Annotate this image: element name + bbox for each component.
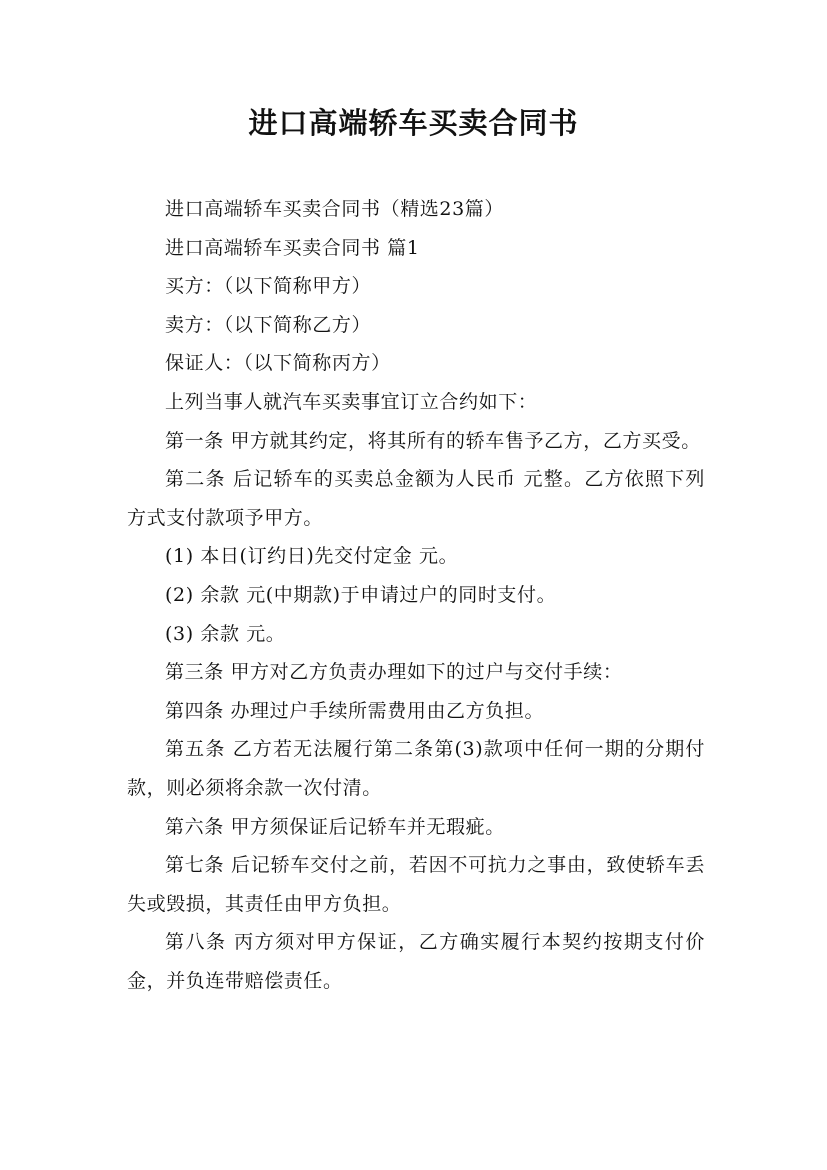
paragraph: 上列当事人就汽车买卖事宜订立合约如下：: [165, 390, 538, 413]
paragraph: 第七条 后记轿车交付之前，若因不可抗力之事由，致使轿车丢失或毁损，其责任由甲方负担。: [127, 854, 705, 915]
paragraph: 第一条 甲方就其约定，将其所有的轿车售予乙方，乙方买受。: [165, 429, 701, 452]
paragraph: 第三条 甲方对乙方负责办理如下的过户与交付手续：: [165, 661, 623, 684]
paragraph: 第五条 乙方若无法履行第二条第(3)款项中任何一期的分期付款，则必须将余款一次付清。: [127, 738, 705, 799]
paragraph: 第八条 丙方须对甲方保证，乙方确实履行本契约按期支付价金，并负连带赔偿责任。: [127, 931, 705, 992]
paragraph: (1) 本日(订约日)先交付定金 元。: [165, 545, 459, 568]
paragraph: 进口高端轿车买卖合同书（精选23篇）: [165, 198, 504, 220]
paragraph: 第二条 后记轿车的买卖总金额为人民币 元整。乙方依照下列方式支付款项予甲方。: [127, 468, 705, 529]
paragraph: (3) 余款 元。: [165, 622, 286, 645]
document-title: 进口高端轿车买卖合同书: [248, 106, 579, 140]
document-body: [127, 190, 705, 1000]
paragraph: 卖方：（以下简称乙方）: [165, 313, 372, 336]
paragraph: 保证人：（以下简称丙方）: [165, 352, 391, 375]
paragraph: 第六条 甲方须保证后记轿车并无瑕疵。: [165, 815, 505, 838]
paragraph: (2) 余款 元(中期款)于申请过户的同时支付。: [165, 583, 557, 606]
paragraph: 第四条 办理过户手续所需费用由乙方负担。: [165, 699, 545, 722]
paragraph: 进口高端轿车买卖合同书 篇1: [165, 236, 420, 259]
paragraph: 买方：（以下简称甲方）: [165, 275, 372, 298]
